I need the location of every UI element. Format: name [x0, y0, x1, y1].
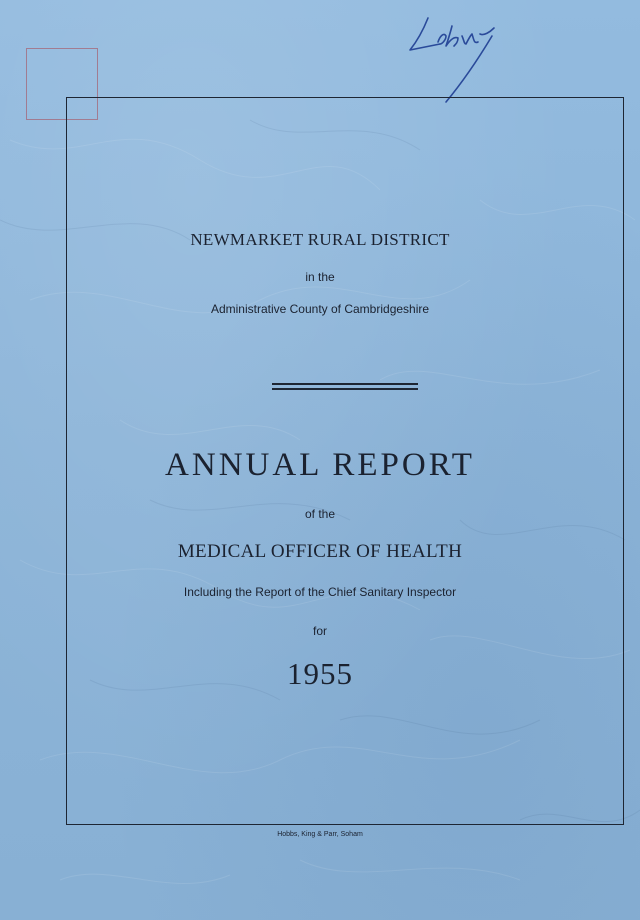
handwritten-signature [400, 6, 510, 106]
report-year: 1955 [287, 656, 353, 691]
report-title: ANNUAL REPORT [165, 447, 475, 483]
officer-title: MEDICAL OFFICER OF HEALTH [177, 541, 463, 562]
including-text: Including the Report of the Chief Sanitary Inspector [183, 585, 457, 599]
in-the-text: in the [305, 270, 335, 284]
county-name: Administrative County of Cambridgeshire [210, 302, 430, 316]
of-the-text: of the [304, 507, 336, 521]
divider-top [272, 383, 418, 385]
district-name: NEWMARKET RURAL DISTRICT [190, 230, 450, 249]
for-text: for [312, 624, 327, 638]
divider-bottom [272, 388, 418, 390]
printer-credit: Hobbs, King & Parr, Soham [277, 831, 363, 838]
